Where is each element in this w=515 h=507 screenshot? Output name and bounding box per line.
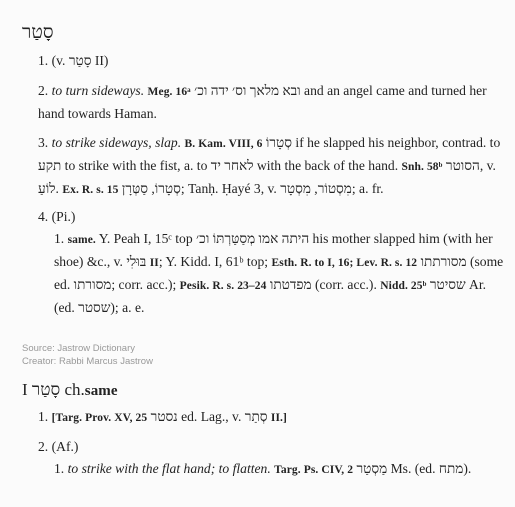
citation-ref: [Targ. Prov. XV, 25	[51, 412, 148, 424]
sense-label: (Af.)	[51, 439, 79, 454]
sense-text: מסורתתו (some ed. מסורתו; corr. acc.);	[54, 254, 504, 292]
sense-number: 1.	[54, 461, 65, 476]
sense-number: 2.	[38, 83, 49, 98]
sense-text: שסיטר Ar. (ed. שסטר); a. e.	[54, 277, 487, 315]
sense-number: 4.	[38, 209, 49, 224]
citation-ref: Snh. 58ᵇ	[401, 161, 443, 173]
sense-text: Y. Peah I, 15ᶜ top היתה אמו מְסַטַּרְתּוֹ וכ׳ his mother slapped him (with her shoe) &c., v. בּוּלִי	[54, 231, 493, 269]
sense-text: נסטר ed. Lag., v. סְתַר	[147, 409, 271, 424]
sense-3	[38, 132, 510, 201]
citation-ref: Ex. R. s. 15	[62, 184, 119, 196]
sense-number: 1.	[54, 231, 65, 246]
sense-number: 1.	[38, 53, 49, 68]
citation-ref: B. Kam. VIII, 6	[184, 138, 263, 150]
entry2-sense-2	[38, 436, 510, 458]
sense-text: מַסְטַר Ms. (ed. מתח).	[353, 461, 472, 476]
entry2-sense-1	[38, 406, 510, 429]
sense-gloss: to strike sideways, slap.	[51, 135, 182, 150]
sense-text: (v. סָטַר II)	[51, 53, 109, 68]
sense-number: 1.	[38, 409, 49, 424]
citation-ref: Targ. Ps. CIV, 2	[274, 464, 354, 476]
headword-suffix: same	[84, 383, 118, 399]
sense-2	[38, 80, 510, 125]
citation-ref: Pesik. R. s. 23–24	[179, 280, 267, 292]
entry2-sense-2-sub-1	[54, 458, 510, 481]
sense-text: ; Y. Kidd. I, 61ᵇ top;	[158, 254, 272, 269]
sense-label: (Pi.)	[51, 209, 76, 224]
source-label: Source: Jastrow Dictionary	[22, 343, 135, 354]
creator-label: Creator: Rabbi Marcus Jastrow	[22, 356, 153, 367]
entry-headword-2	[22, 380, 118, 400]
sense-text: הסוטר, v. לוֹעַ.	[38, 158, 496, 196]
sense-gloss: same.	[67, 234, 96, 246]
sense-4-sub-1	[54, 228, 510, 319]
citation-ref: II.]	[270, 412, 287, 424]
sense-gloss: to turn sideways.	[51, 83, 145, 98]
headword-text: I סָטַר ch.	[22, 380, 85, 399]
entry-headword: סָטַר	[22, 22, 54, 43]
citation-ref: Nidd. 25ᵇ	[380, 280, 427, 292]
sense-1	[38, 50, 510, 72]
sense-4	[38, 206, 510, 228]
sense-gloss: to strike with the flat hand; to flatten.	[67, 461, 271, 476]
citation-ref: II	[149, 257, 159, 269]
sense-text: ובא מלאך וס׳ ידה וכ׳ and an angel came and turned her hand towards Haman.	[38, 83, 487, 121]
sense-text: סְטָרוֹ if he slapped his neighbor, contrad. to תקע to strike with the fist, a. to לאחר יד with the back of the hand.	[38, 135, 501, 173]
sense-number: 2.	[38, 439, 49, 454]
sense-text: מפדטתו (corr. acc.).	[266, 277, 381, 292]
citation-ref: Esth. R. to I, 16; Lev. R. s. 12	[271, 257, 418, 269]
citation-ref: Meg. 16ᵃ	[147, 86, 191, 98]
sense-number: 3.	[38, 135, 49, 150]
sense-text: סְטָרוֹ, סַטְּרָן; Tanḥ. Ḥayé 3, v. מִסְטוֹר, מִסְטָר; a. fr.	[118, 181, 384, 196]
